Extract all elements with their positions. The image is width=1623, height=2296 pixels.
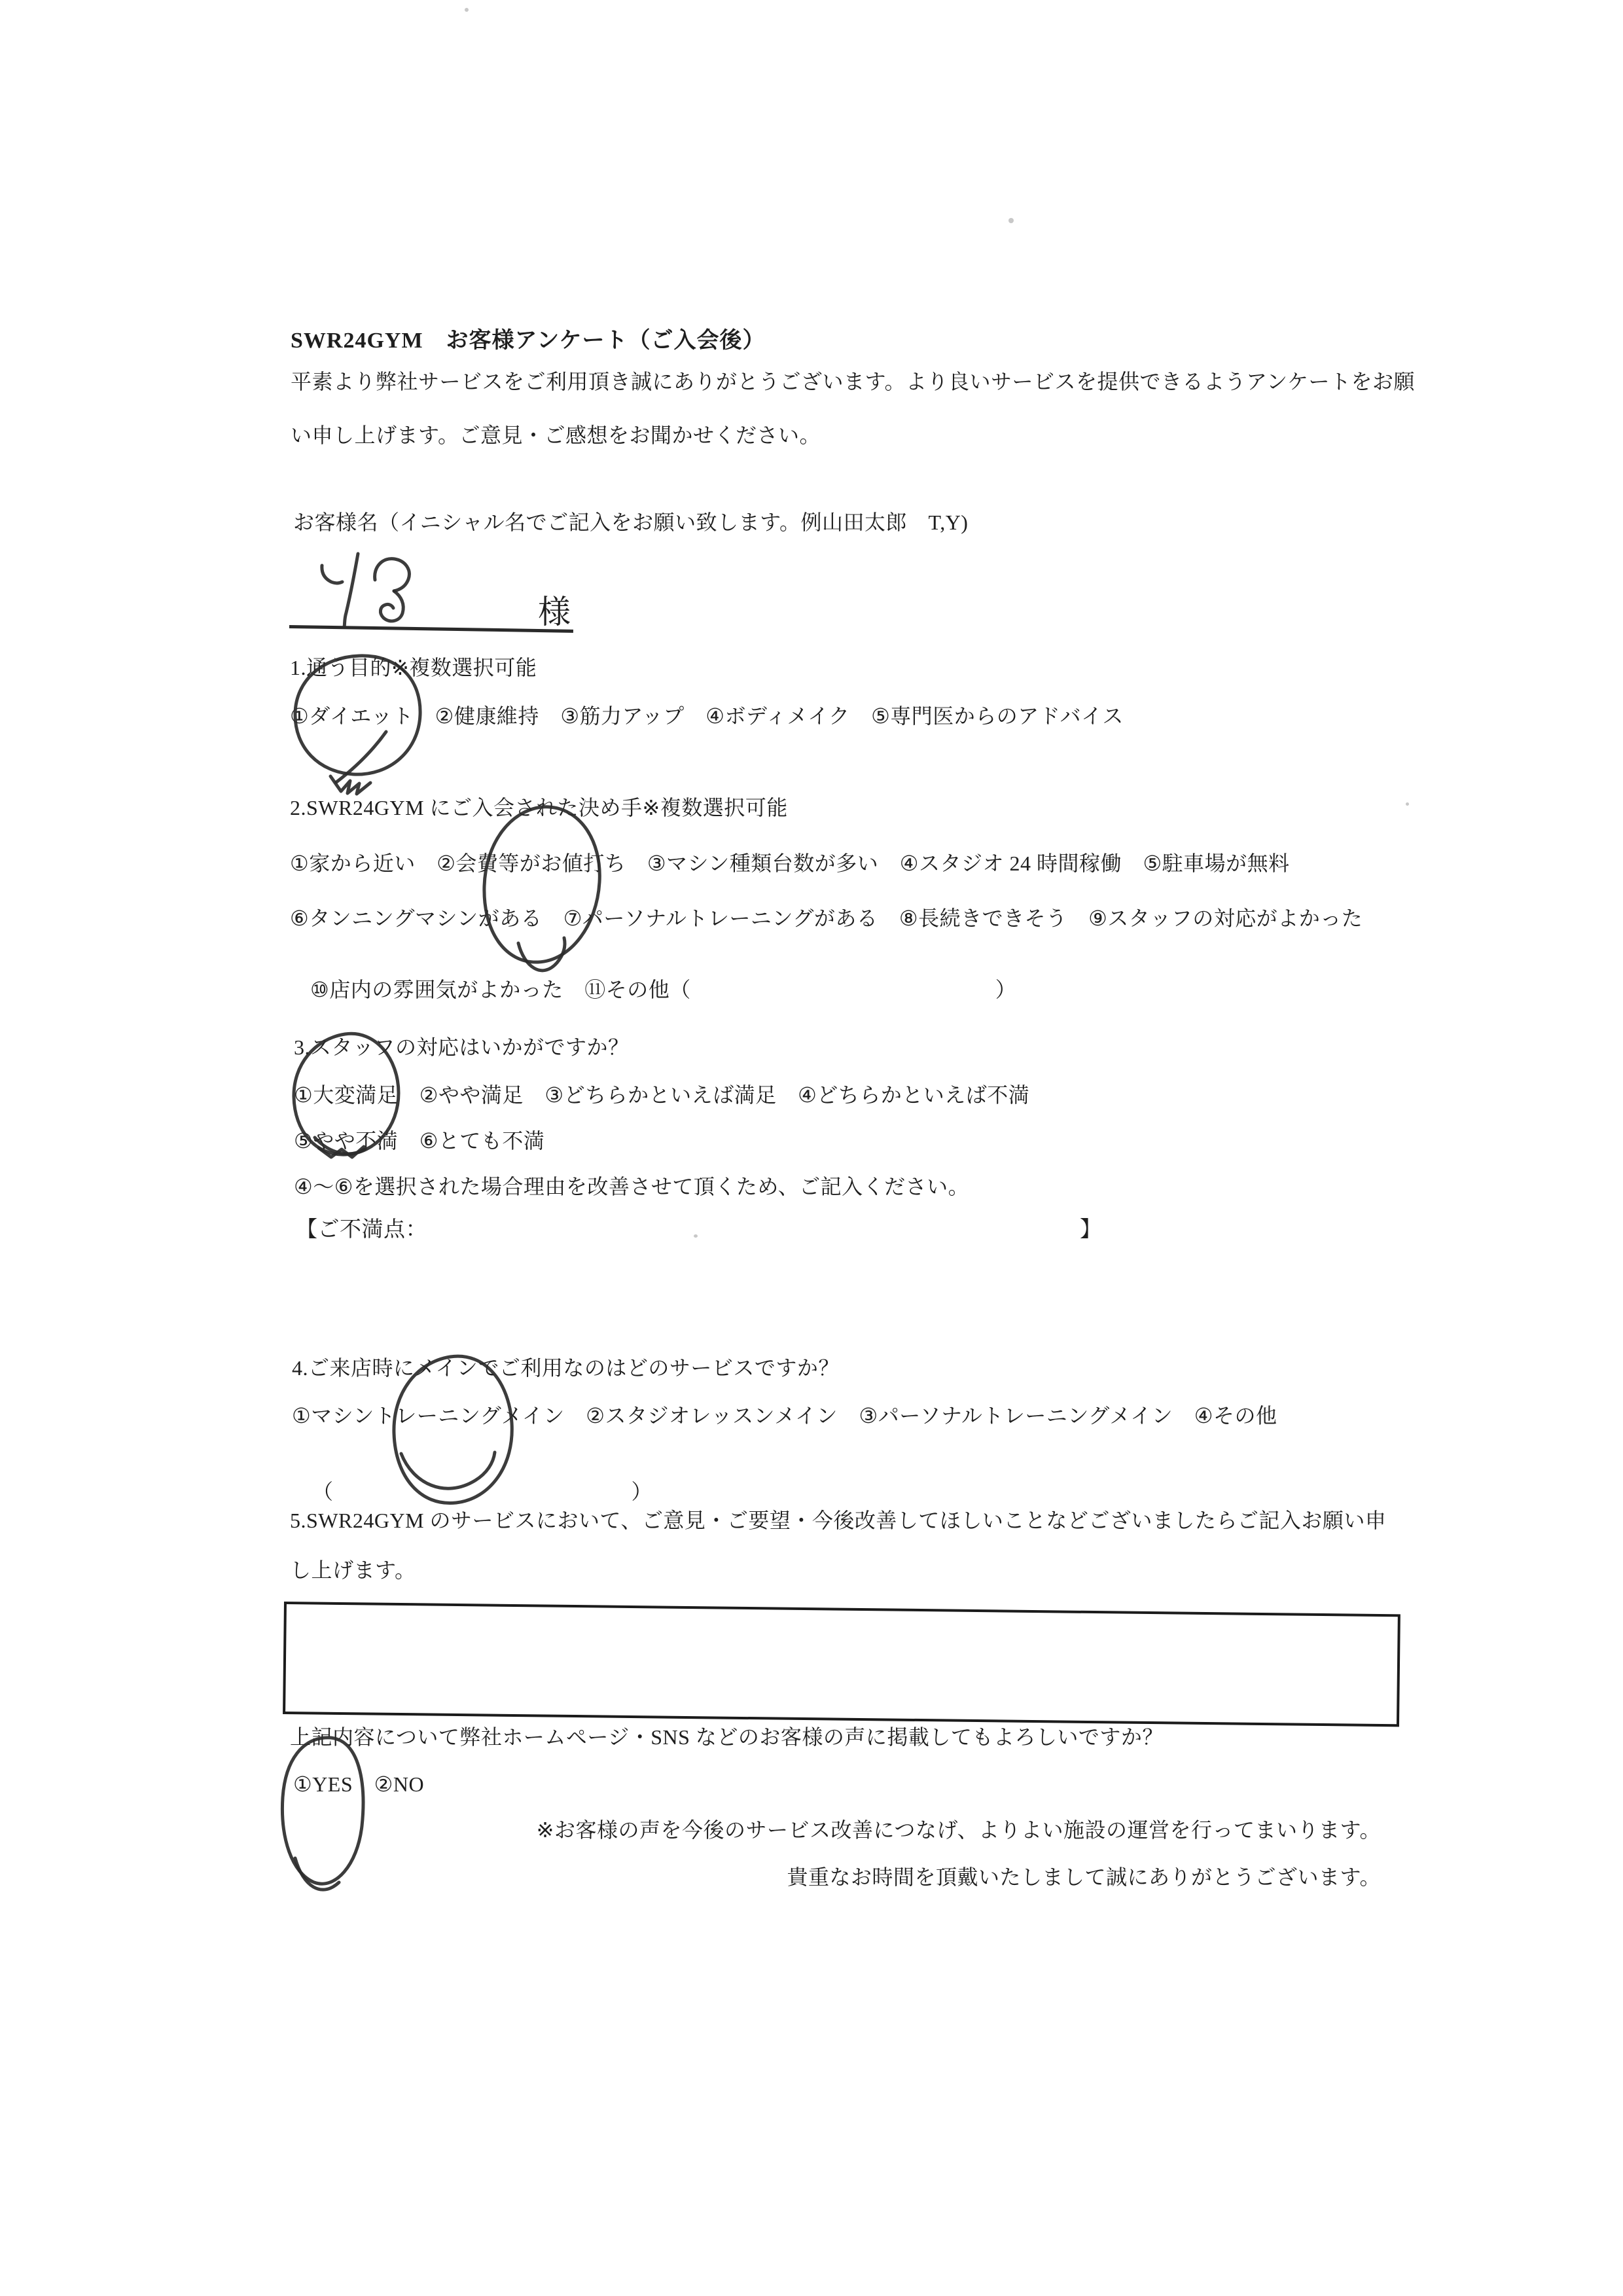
q3-note: ④～⑥を選択された場合理由を改善させて頂くため、ご記入ください。 [294, 1175, 970, 1198]
scan-speck [694, 1234, 698, 1238]
name-underline [289, 625, 573, 633]
q5-answer-box [283, 1602, 1400, 1727]
q5-heading-line1: 5.SWR24GYM のサービスにおいて、ご意見・ご要望・今後改善してほしいことなどございましたらご記入お願い申 [290, 1509, 1387, 1532]
q2-options-line3-row [288, 949, 1016, 1031]
q2-other-close-paren: ） [995, 977, 1017, 1001]
footer-note-2: 貴重なお時間を頂戴いたしまして誠にありがとうございます。 [787, 1865, 1381, 1889]
handwritten-initial-y-stem [344, 554, 358, 627]
handwritten-initial-s-top [375, 559, 410, 591]
honorific-sama: 様 [538, 594, 571, 630]
dissatisfaction-open-bracket: 【ご不満点： [296, 1218, 427, 1242]
q2-options-line3: ⑩店内の雰囲気がよかった ⑪その他（ [310, 977, 691, 1001]
handwritten-initials [322, 554, 410, 627]
q1-options: ①ダイエット ②健康維持 ③筋力アップ ④ボディメイク ⑤専門医からのアドバイス [290, 704, 1124, 728]
customer-name-label: お客様名（イニシャル名でご記入をお願い致します。例山田太郎 T,Y) [293, 511, 969, 534]
page-title: SWR24GYM お客様アンケート（ご入会後） [291, 329, 766, 353]
intro-line-1: 平素より弊社サービスをご利用頂き誠にありがとうございます。より良いサービスを提供できるようアンケートをお願 [291, 370, 1416, 393]
q3-options-line1: ①大変満足 ②やや満足 ③どちらかといえば満足 ④どちらかといえば不満 [294, 1083, 1030, 1107]
q3-options-line2: ⑤やや不満 ⑥とても不満 [294, 1129, 545, 1153]
q1-heading: 1.通う目的※複数選択可能 [290, 656, 537, 679]
handwritten-circle-q2 [484, 807, 599, 971]
q4-other-close-paren: ） [631, 1479, 653, 1503]
q3-heading: 3.スタッフの対応はいかがですか？ [294, 1035, 630, 1059]
handwritten-initial-y-arm [322, 565, 342, 583]
q4-other-open-paren: （ [312, 1479, 334, 1503]
q2-heading: 2.SWR24GYM にご入会された決め手※複数選択可能 [290, 796, 788, 819]
scan-speck [1406, 802, 1409, 806]
q5-heading-line2: し上げます。 [290, 1558, 416, 1582]
consent-question: 上記内容について弊社ホームページ・SNS などのお客様の声に掲載してもよろしいですか？ [290, 1725, 1164, 1749]
scan-speck [1008, 218, 1014, 223]
intro-line-2: い申し上げます。ご意見・ご感想をお聞かせください。 [291, 423, 821, 447]
scan-speck [465, 8, 469, 12]
handwritten-circle-yes [282, 1738, 363, 1890]
handwritten-initial-s-tail [380, 591, 403, 621]
q2-options-line1: ①家から近い ②会費等がお値打ち ③マシン種類台数が多い ④スタジオ 24 時間稼働 ⑤駐車場が無料 [290, 852, 1290, 875]
q2-options-line2: ⑥タンニングマシンがある ⑦パーソナルトレーニングがある ⑧長続きできそう ⑨スタッフの対応がよかった [290, 906, 1363, 930]
q4-options: ①マシントレーニングメイン ②スタジオレッスンメイン ③パーソナルトレーニングメイン ④その他 [292, 1404, 1277, 1427]
q4-heading: 4.ご来店時にメインでご利用なのはどのサービスですか？ [292, 1356, 840, 1380]
footer-note-1: ※お客様の声を今後のサービス改善につなげ、よりよい施設の運営を行ってまいります。 [536, 1818, 1381, 1842]
dissatisfaction-close-bracket: 】 [1080, 1218, 1102, 1242]
consent-options: ①YES ②NO [293, 1772, 425, 1796]
